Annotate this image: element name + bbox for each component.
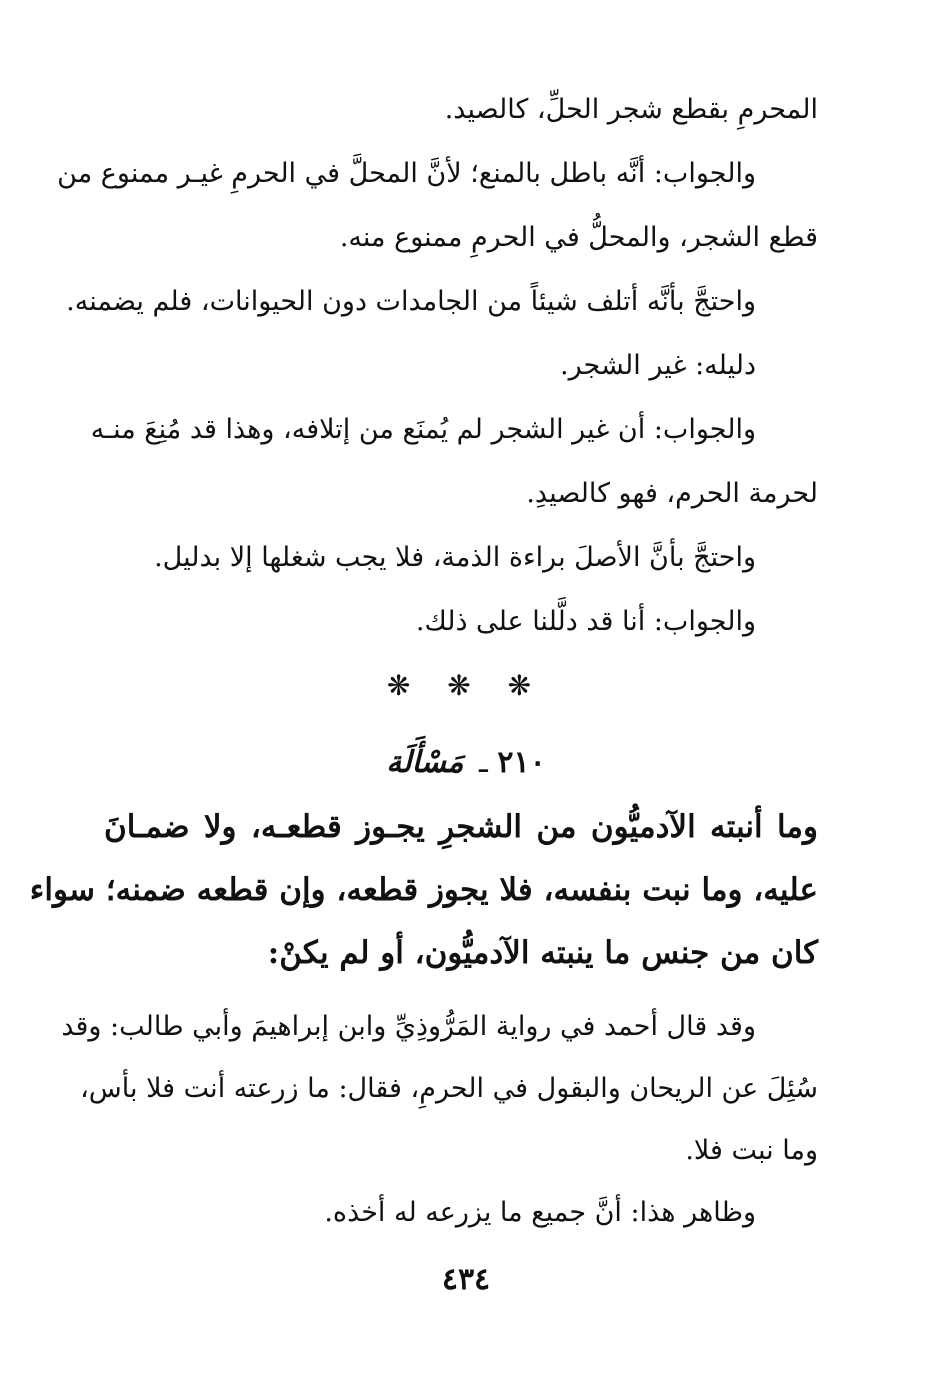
page-body-bottom — [61, 996, 818, 1244]
text-line: لحرمة الحرم، فهو كالصيدِ. — [526, 478, 818, 509]
text-line: واحتجَّ بأنَّ الأصلَ براءة الذمة، فلا يجب شغلها إلا بدليل. — [154, 542, 756, 573]
text-line: والجواب: أنَّه باطل بالمنع؛ لأنَّ المحلَّ في الحرمِ غيـر ممنوع من — [57, 158, 756, 189]
text-line: وقد قال أحمد في رواية المَرُّوذِيِّ وابن إبراهيمَ وأبي طالب: وقد — [61, 1011, 756, 1042]
text-line: سُئِلَ عن الريحان والبقول في الحرمِ، فقال: ما زرعته أنت فلا بأس، — [80, 1073, 818, 1104]
bold-text-line: كان من جنس ما ينبته الآدميُّون، أو لم يكنْ: — [267, 935, 818, 971]
issue-title: مَسْأَلَة — [386, 745, 464, 780]
page-body-top — [57, 78, 818, 654]
issue-number: ٢١٠ — [497, 745, 546, 780]
bold-text-line: عليه، وما نبت بنفسه، فلا يجوز قطعه، وإن قطعه ضمنه؛ سواء — [29, 872, 818, 908]
text-line: دليله: غير الشجر. — [560, 350, 756, 381]
text-line: قطع الشجر، والمحلُّ في الحرمِ ممنوع منه. — [339, 222, 818, 253]
bold-text-line: وما أنبته الآدميُّون من الشجرِ يجـوز قطعـه، ولا ضمـانَ — [104, 809, 818, 845]
section-separator: ❋ ❋ ❋ — [386, 669, 546, 702]
text-line: واحتجَّ بأنَّه أتلف شيئاً من الجامدات دون الحيوانات، فلم يضمنه. — [66, 286, 756, 317]
page-number: ٤٣٤ — [441, 1262, 491, 1297]
text-line: وظاهر هذا: أنَّ جميع ما يزرعه له أخذه. — [324, 1197, 756, 1228]
text-line: وما نبت فلا. — [685, 1135, 818, 1166]
text-line: المحرمِ بقطع شجر الحلِّ، كالصيد. — [444, 94, 818, 125]
issue-heading — [0, 738, 932, 788]
issue-statement — [29, 796, 818, 985]
text-line: والجواب: أن غير الشجر لم يُمنَع من إتلافه، وهذا قد مُنِعَ منـه — [90, 414, 756, 445]
heading-dash: ـ — [479, 745, 488, 780]
text-line: والجواب: أنا قد دلَّلنا على ذلك. — [415, 606, 756, 637]
